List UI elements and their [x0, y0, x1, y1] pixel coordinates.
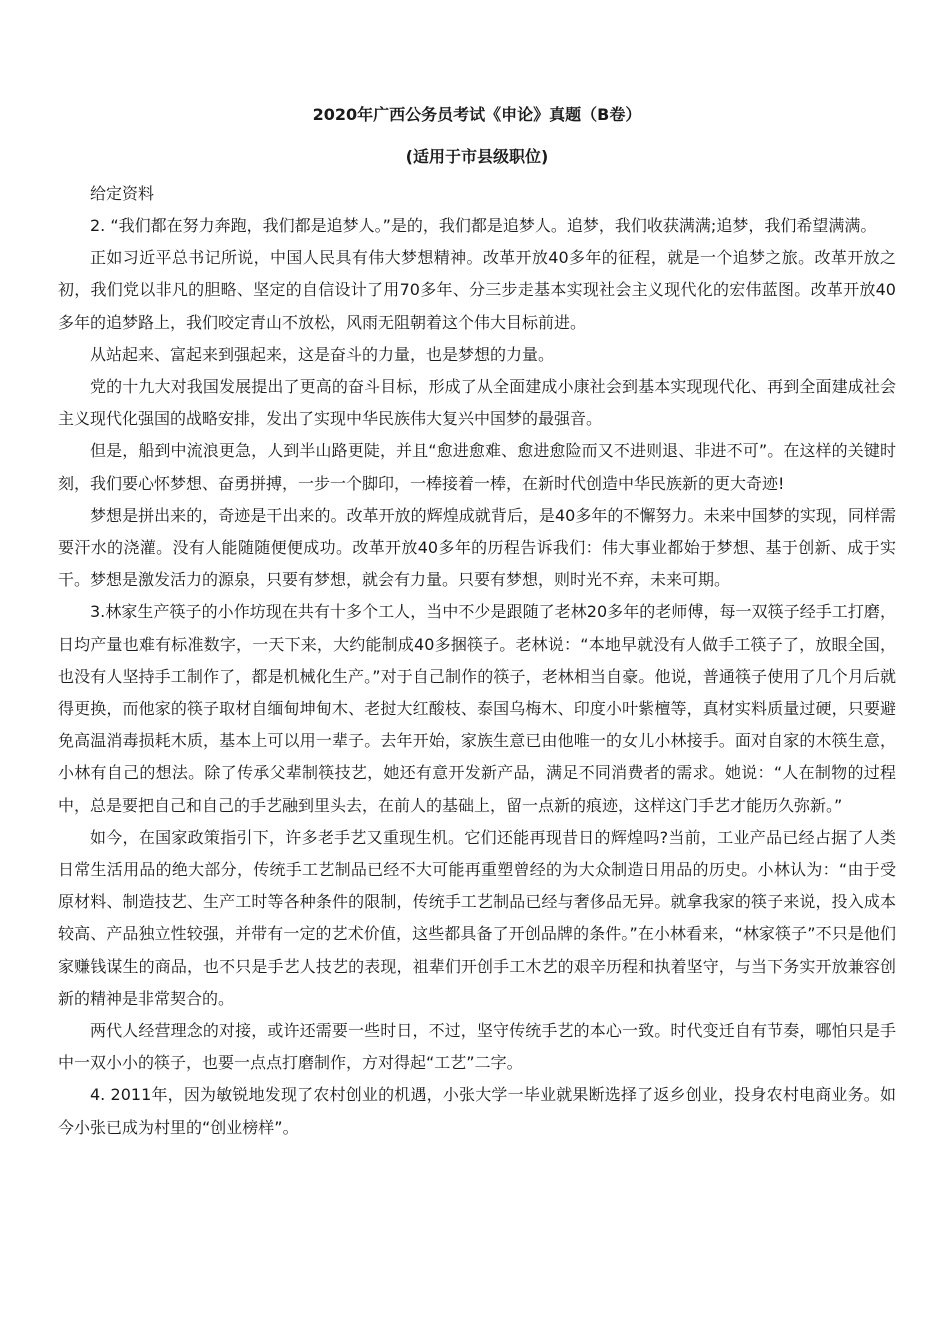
paragraph: 党的十九大对我国发展提出了更高的奋斗目标，形成了从全面建成小康社会到基本实现现代化、再到全面建成社会主义现代化强国的战略安排，发出了实现中华民族伟大复兴中国梦的最强音。 — [58, 377, 896, 429]
paragraph: 3.林家生产筷子的小作坊现在共有十多个工人，当中不少是跟随了老林20多年的老师傅，每一双筷子经手工打磨，日均产量也难有标准数字，一天下来，大约能制成40多捆筷子。老林说：“本地早就没有人做手工筷子了，放眼全国，也没有人坚持手工制作了，都是机械化生产。”对于自己制作的筷子，老林相当自豪。他说，普通筷子使用了几个月后就得更换，而他家的筷子取材自缅甸坤甸木、老挝大红酸枝、泰国乌梅木、印度小叶紫檀等，真材实料质量过硬，只要避免高温消毒损耗木质，基本上可以用一辈子。去年开始，家族生意已由他唯一的女儿小林接手。面对自家的木筷生意，小林有自己的想法。除了传承父辈制筷技艺，她还有意开发新产品，满足不同消费者的需求。她说：“人在制物的过程中，总是要把自己和自己的手艺融到里头去，在前人的基础上，留一点新的痕迹，这样这门手艺才能历久弥新。” — [58, 602, 896, 815]
paragraph: 梦想是拼出来的，奇迹是干出来的。改革开放的辉煌成就背后，是40多年的不懈努力。未来中国梦的实现，同样需要汗水的浇灌。没有人能随随便便成功。改革开放40多年的历程告诉我们：伟大事业都始于梦想、基于创新、成于实干。梦想是激发活力的源泉，只要有梦想，就会有力量。只要有梦想，则时光不弃，未来可期。 — [58, 505, 896, 590]
paragraph: 正如习近平总书记所说，中国人民具有伟大梦想精神。改革开放40多年的征程，就是一个追梦之旅。改革开放之初，我们党以非凡的胆略、坚定的自信设计了用70多年、分三步走基本实现社会主义现代化的宏伟蓝图。改革开放40多年的追梦路上，我们咬定青山不放松，风雨无阻朝着这个伟大目标前进。 — [58, 248, 896, 332]
paragraph: 2. “我们都在努力奔跑，我们都是追梦人。”是的，我们都是追梦人。追梦，我们收获满满;追梦，我们希望满满。 — [90, 216, 877, 235]
document-subtitle: (适用于市县级职位) — [405, 147, 549, 166]
paragraph: 4. 2011年，因为敏锐地发现了农村创业的机遇，小张大学一毕业就果断选择了返乡创业，投身农村电商业务。如今小张已成为村里的“创业榜样”。 — [58, 1085, 896, 1137]
paragraph: 从站起来、富起来到强起来，这是奋斗的力量，也是梦想的力量。 — [90, 344, 555, 364]
document-page — [58, 102, 896, 1144]
paragraph: 如今，在国家政策指引下，许多老手艺又重现生机。它们还能再现昔日的辉煌吗?当前，工业产品已经占据了人类日常生活用品的绝大部分，传统手工艺制品已经不大可能再重塑曾经的为大众制造日用品的历史。小林认为：“由于受原材料、制造技艺、生产工时等各种条件的限制，传统手工艺制品已经与奢侈品无异。就拿我家的筷子来说，投入成本较高、产品独立性较强，并带有一定的艺术价值，这些都具备了开创品牌的条件。”在小林看来，“林家筷子”不只是他们家赚钱谋生的商品，也不只是手艺人技艺的表现，祖辈们开创手工木艺的艰辛历程和执着坚守，与当下务实开放兼容创新的精神是非常契合的。 — [58, 827, 896, 1008]
paragraph: 但是，船到中流浪更急，人到半山路更陡，并且“愈进愈难、愈进愈险而又不进则退、非进不可”。在这样的关键时刻，我们要心怀梦想、奋勇拼搏，一步一个脚印，一棒接着一棒，在新时代创造中华民族新的更大奇迹! — [58, 441, 896, 493]
document-title: 2020年广西公务员考试《申论》真题（B卷） — [312, 105, 642, 124]
paragraph: 两代人经营理念的对接，或许还需要一些时日，不过，坚守传统手艺的本心一致。时代变迁自有节奏，哪怕只是手中一双小小的筷子，也要一点点打磨制作，方对得起“工艺”二字。 — [58, 1021, 896, 1073]
section-label: 给定资料 — [90, 184, 155, 203]
